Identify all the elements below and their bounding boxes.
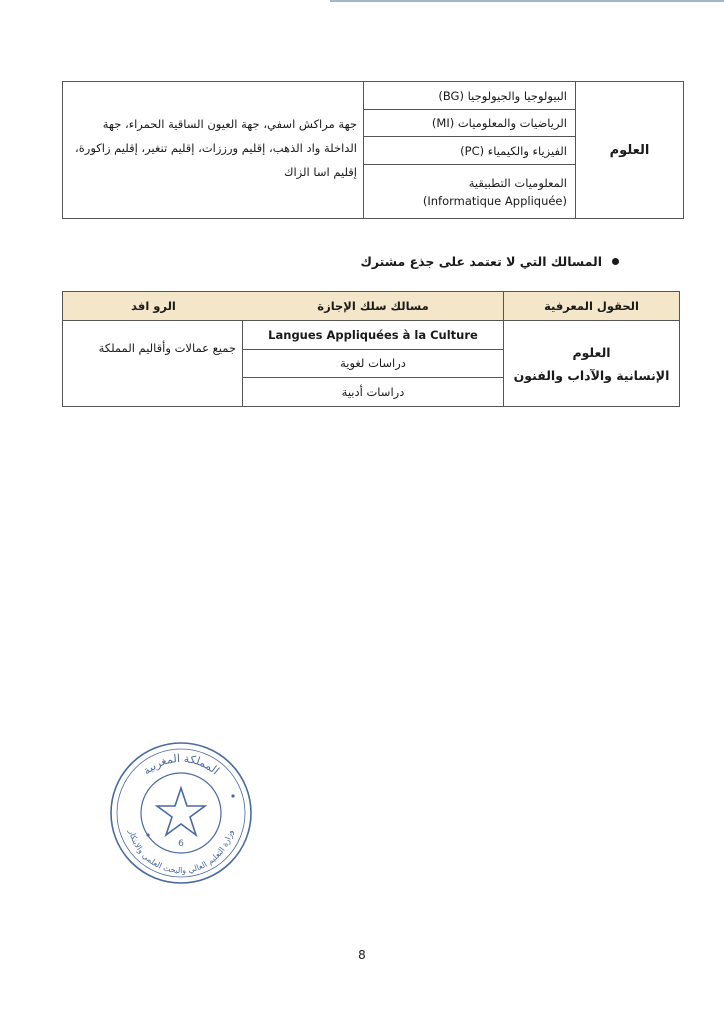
track-item-fr: (Informatique Appliquée) xyxy=(422,194,567,208)
field-line-1: العلوم xyxy=(572,345,611,360)
track-item xyxy=(364,165,575,219)
track-item-ar: المعلوميات التطبيقية xyxy=(468,176,567,190)
track-item: دراسات لغوية xyxy=(243,350,503,379)
sciences-table xyxy=(62,81,684,219)
field-cell: العلوم xyxy=(609,142,650,158)
header-region: الرو افد xyxy=(63,292,244,321)
tracks-column xyxy=(363,82,576,218)
section-heading xyxy=(360,254,619,269)
seal-text-top: المملكة المغربية xyxy=(140,751,222,778)
track-item: الفيزياء والكيمياء (PC) xyxy=(364,137,575,165)
dot-icon xyxy=(231,794,234,797)
seal-text-bottom: وزارة التعليم العالي والبحث العلمي والابتكار xyxy=(127,828,235,876)
track-item: الرياضيات والمعلوميات (MI) xyxy=(364,110,575,137)
section-heading-text: المسالك التي لا تعتمد على جذع مشترك xyxy=(360,254,602,269)
regions-cell: جهة مراكش اسفي، جهة العيون الساقية الحمراء، جهة الداخلة واد الذهب، إقليم ورززات، إقليم تنغير، إقليم زاكورة، إقليم اسا الزاك xyxy=(75,117,357,179)
header-field: الحقول المعرفية xyxy=(504,292,679,321)
seal-number: 6 xyxy=(178,839,184,849)
dot-icon xyxy=(146,833,149,836)
page-number: 8 xyxy=(358,948,366,962)
field-line-2: الإنسانية والآداب والفنون xyxy=(513,368,670,383)
header-track: مسالك سلك الإجازة xyxy=(242,292,504,321)
star-icon xyxy=(157,788,205,835)
humanities-table xyxy=(62,291,680,407)
top-border-line xyxy=(330,0,724,2)
regions-cell: جميع عمالات وأقاليم المملكة xyxy=(98,341,236,355)
tracks-column xyxy=(242,321,504,407)
bullet-icon xyxy=(612,258,619,265)
ministry-seal xyxy=(108,740,254,886)
field-cell xyxy=(504,321,679,407)
track-item: دراسات أدبية xyxy=(341,385,405,400)
track-item: البيولوجيا والجيولوجيا (BG) xyxy=(364,82,575,110)
track-item: Langues Appliquées à la Culture xyxy=(243,321,503,350)
